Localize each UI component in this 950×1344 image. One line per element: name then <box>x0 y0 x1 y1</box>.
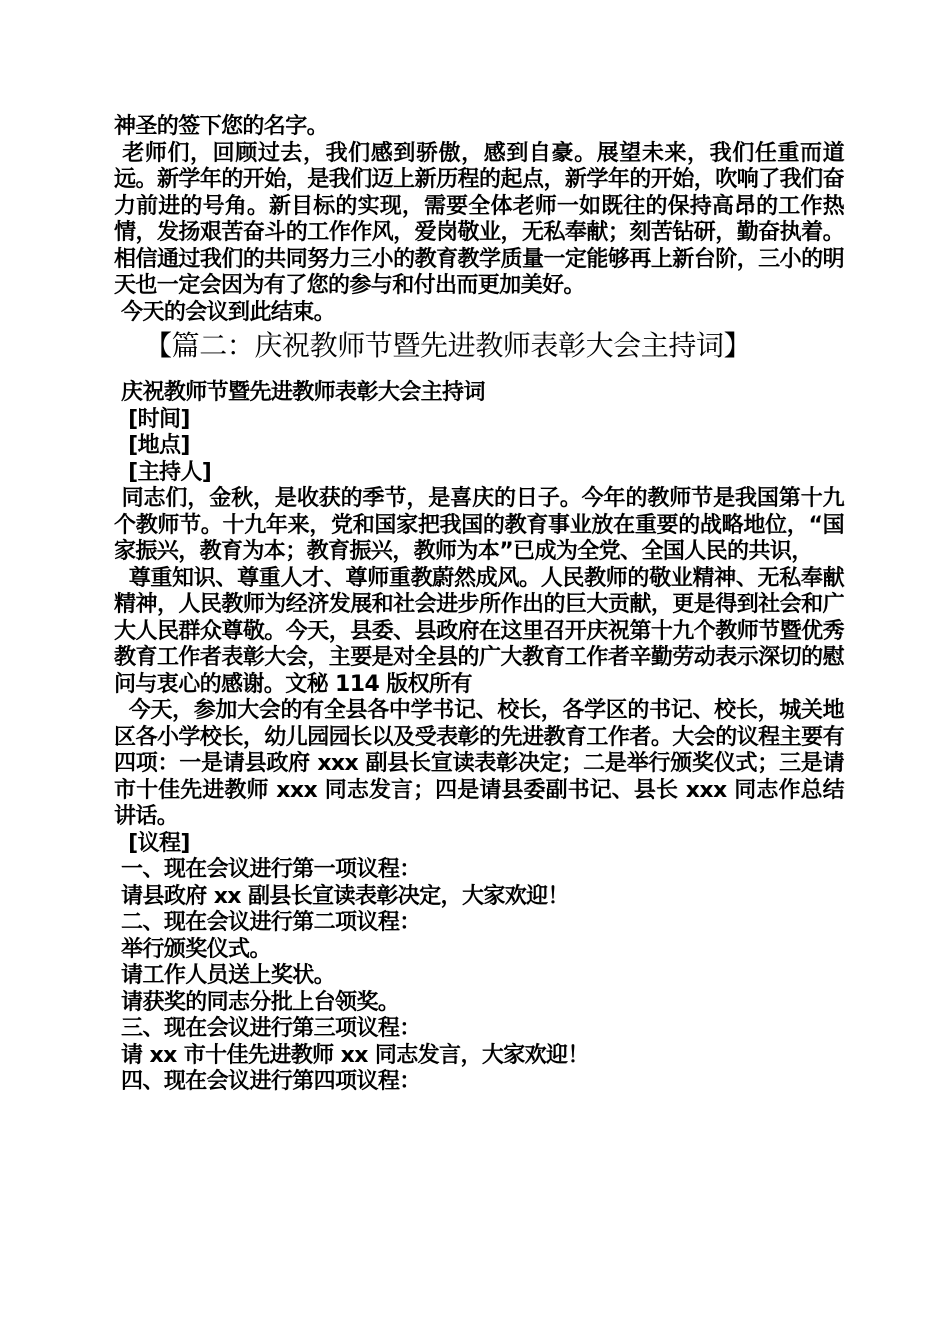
paragraph-opening: 同志们，金秋，是收获的季节，是喜庆的日子。今年的教师节是我国第十九个教师节。十九年来，党和国家把我国的教育事业放在重要的战略地位，“国家振兴，教育为本；教育振兴，教师为本”已成为全党、全国人民的共识， <box>114 486 845 564</box>
paragraph-agenda-detail-3: 请 xx 市十佳先进教师 xx 同志发言，大家欢迎！ <box>114 1042 589 1068</box>
paragraph-closing-remarks: 老师们，回顾过去，我们感到骄傲，感到自豪。展望未来，我们任重而道远。新学年的开始，是我们迈上新历程的起点，新学年的开始，吹响了我们奋力前进的号角。新目标的实现，需要全体老师一如既往的保持高昂的工作热情，发扬艰苦奋斗的工作作风，爱岗敬业，无私奉献；刻苦钻研，勤奋执着。相信通过我们的共同努力三小的教育教学质量一定能够再上新台阶，三小的明天也一定会因为有了您的参与和付出而更加美好。 <box>114 140 845 298</box>
paragraph-title: 庆祝教师节暨先进教师表彰大会主持词 <box>114 380 485 405</box>
paragraph-host-label: [主持人] <box>114 459 212 485</box>
paragraph-agenda-detail-1: 请县政府 xx 副县长宣读表彰决定，大家欢迎！ <box>114 883 569 909</box>
paragraph-agenda-item-1: 一、现在会议进行第一项议程： <box>114 857 421 882</box>
paragraph-agenda-label: [议程] <box>114 830 190 856</box>
paragraph-agenda-detail-2b: 请工作人员送上奖状。 <box>114 963 336 988</box>
paragraph-attendees: 今天，参加大会的有全县各中学书记、校长，各学区的书记、校长，城关地区各小学校长，幼儿园园长以及受表彰的先进教育工作者。大会的议程主要有四项：一是请县政府 xxx 副县长宣读表彰决定；二是举行颁奖仪式；三是请市十佳先进教师 xxx 同志发言；四是请县委副书记、县长 xxx 同志作总结讲话。 <box>114 698 844 829</box>
paragraph-signature-line: 神圣的签下您的名字。 <box>114 114 329 139</box>
paragraph-agenda-item-4: 四、现在会议进行第四项议程： <box>114 1069 421 1094</box>
paragraph-agenda-detail-2c: 请获奖的同志分批上台领奖。 <box>114 989 400 1015</box>
paragraph-agenda-item-3: 三、现在会议进行第三项议程： <box>114 1016 421 1041</box>
paragraph-agenda-detail-2a: 举行颁奖仪式。 <box>114 936 271 962</box>
document-page <box>114 114 844 1096</box>
section-heading: 【篇二：庆祝教师节暨先进教师表彰大会主持词】 <box>144 329 752 362</box>
paragraph-time-label: [时间] <box>114 406 190 432</box>
paragraph-agenda-item-2: 二、现在会议进行第二项议程： <box>114 910 421 935</box>
paragraph-meeting-end: 今天的会议到此结束。 <box>114 299 336 325</box>
paragraph-respect-knowledge: 尊重知识、尊重人才、尊师重教蔚然成风。人民教师的敬业精神、无私奉献精神，人民教师为经济发展和社会进步所作出的巨大贡献，更是得到社会和广大人民群众尊敬。今天，县委、县政府在这里召开庆祝第十九个教师节暨优秀教育工作者表彰大会，主要是对全县的广大教育工作者辛勤劳动表示深切的慰问与衷心的感谢。文秘 114 版权所有 <box>114 565 844 697</box>
paragraph-place-label: [地点] <box>114 433 190 458</box>
